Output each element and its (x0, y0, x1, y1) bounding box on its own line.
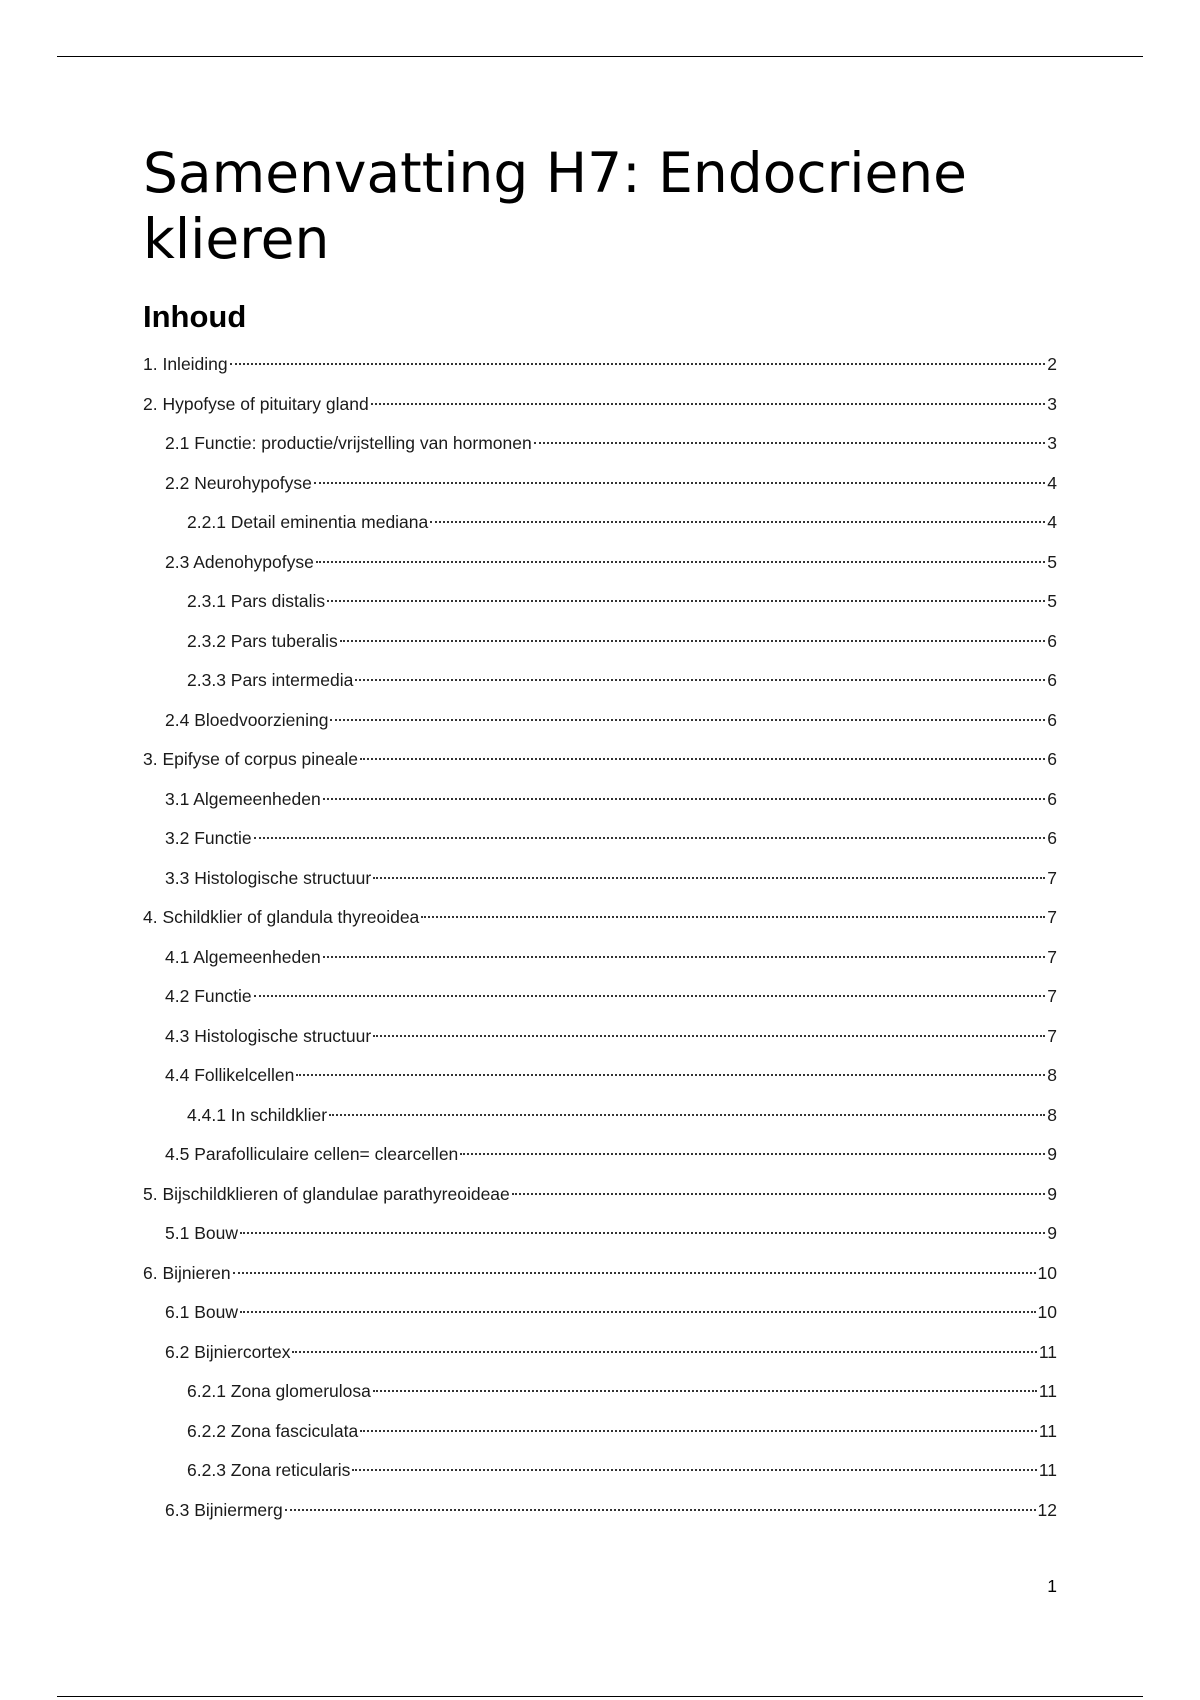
toc-dot-leader (360, 1430, 1037, 1432)
toc-dot-leader (240, 1311, 1036, 1313)
toc-entry[interactable] (143, 740, 1057, 780)
toc-entry-page-number: 5 (1047, 551, 1057, 572)
toc-entry[interactable] (143, 1491, 1057, 1531)
toc-entry-label[interactable]: 2.3.1 Pars distalis (187, 591, 326, 611)
toc-dot-leader (296, 1074, 1045, 1076)
toc-entry-label[interactable]: 2.3.2 Pars tuberalis (187, 630, 338, 651)
toc-entry-page-number: 11 (1038, 1381, 1057, 1401)
toc-entry[interactable] (143, 1412, 1057, 1452)
toc-entry-label[interactable]: 2.3.3 Pars intermedia (187, 670, 354, 690)
toc-entry[interactable] (143, 661, 1057, 701)
toc-entry-label[interactable]: 1. Inleiding (143, 354, 228, 374)
toc-entry[interactable] (143, 819, 1057, 859)
toc-entry-page-number: 11 (1038, 1460, 1057, 1480)
toc-entry-label[interactable]: 4.2 Functie (165, 986, 252, 1006)
toc-dot-leader (254, 837, 1046, 839)
toc-entry-label[interactable]: 6.2.1 Zona glomerulosa (187, 1381, 371, 1401)
toc-entry[interactable] (143, 898, 1057, 938)
toc-entry-page-number: 11 (1038, 1420, 1057, 1441)
toc-entry-label[interactable]: 2.4 Bloedvoorziening (165, 709, 329, 730)
toc-entry[interactable] (143, 1372, 1057, 1412)
toc-entry-page-number: 6 (1047, 828, 1057, 848)
toc-dot-leader (285, 1509, 1036, 1511)
toc-dot-leader (340, 640, 1045, 642)
document-title: Samenvatting H7: Endocriene klieren (143, 141, 968, 271)
toc-dot-leader (233, 1272, 1036, 1274)
toc-entry-label[interactable]: 4.1 Algemeenheden (165, 946, 321, 967)
toc-entry-label[interactable]: 5.1 Bouw (165, 1223, 238, 1243)
toc-entry[interactable] (143, 1175, 1057, 1215)
toc-entry-page-number: 9 (1047, 1144, 1057, 1164)
toc-dot-leader (314, 482, 1045, 484)
toc-entry[interactable] (143, 424, 1057, 464)
toc-dot-leader (460, 1153, 1045, 1155)
toc-dot-leader (316, 561, 1045, 563)
toc-entry-page-number: 7 (1047, 946, 1057, 967)
toc-entry-page-number: 7 (1047, 867, 1057, 888)
toc-heading: Inhoud (143, 299, 247, 334)
toc-dot-leader (240, 1232, 1045, 1234)
toc-dot-leader (360, 758, 1045, 760)
footer-rule (57, 1696, 1143, 1697)
toc-entry-label[interactable]: 4.4 Follikelcellen (165, 1065, 295, 1085)
toc-entry-label[interactable]: 6.2.3 Zona reticularis (187, 1460, 351, 1480)
toc-entry-label[interactable]: 2.3 Adenohypofyse (165, 551, 314, 572)
toc-entry-page-number: 10 (1037, 1302, 1057, 1322)
toc-entry[interactable] (143, 503, 1057, 543)
toc-dot-leader (230, 363, 1046, 365)
toc-entry-label[interactable]: 3. Epifyse of corpus pineale (143, 749, 358, 769)
toc-dot-leader (329, 1114, 1045, 1116)
header-rule (57, 56, 1143, 57)
toc-entry-label[interactable]: 4.5 Parafolliculaire cellen= clearcellen (165, 1144, 459, 1164)
toc-entry[interactable] (143, 1293, 1057, 1333)
toc-entry-page-number: 6 (1047, 630, 1057, 651)
toc-entry[interactable] (143, 622, 1057, 662)
toc-entry-page-number: 6 (1047, 788, 1057, 809)
toc-entry-page-number: 6 (1047, 749, 1057, 769)
toc-entry[interactable] (143, 938, 1057, 978)
toc-entry-label[interactable]: 4. Schildklier of glandula thyreoidea (143, 907, 420, 927)
toc-entry-label[interactable]: 6.1 Bouw (165, 1302, 238, 1322)
table-of-contents (143, 345, 1057, 1530)
toc-entry-label[interactable]: 3.1 Algemeenheden (165, 788, 321, 809)
toc-entry-page-number: 7 (1047, 1025, 1057, 1046)
toc-entry-page-number: 7 (1047, 907, 1057, 927)
toc-entry-page-number: 4 (1047, 512, 1057, 532)
toc-entry-page-number: 6 (1047, 670, 1057, 690)
toc-dot-leader (371, 403, 1046, 405)
toc-entry-page-number: 6 (1047, 709, 1057, 730)
toc-entry-label[interactable]: 6.2.2 Zona fasciculata (187, 1420, 359, 1441)
page-number: 1 (1047, 1576, 1057, 1596)
toc-entry[interactable] (143, 1254, 1057, 1294)
toc-dot-leader (421, 916, 1045, 918)
toc-entry[interactable] (143, 701, 1057, 741)
toc-entry-label[interactable]: 4.3 Histologische structuur (165, 1025, 372, 1046)
toc-entry-label[interactable]: 2. Hypofyse of pituitary gland (143, 393, 369, 414)
toc-entry-page-number: 7 (1047, 986, 1057, 1006)
toc-dot-leader (323, 956, 1046, 958)
toc-entry-label[interactable]: 6.3 Bijniermerg (165, 1499, 283, 1520)
toc-entry-page-number: 5 (1047, 591, 1057, 611)
toc-dot-leader (254, 995, 1046, 997)
toc-entry-label[interactable]: 2.1 Functie: productie/vrijstelling van hormonen (165, 433, 532, 453)
toc-entry-page-number: 3 (1047, 393, 1057, 414)
toc-entry[interactable] (143, 1214, 1057, 1254)
toc-dot-leader (534, 442, 1046, 444)
toc-entry[interactable] (143, 1096, 1057, 1136)
toc-entry[interactable] (143, 385, 1057, 425)
toc-entry-label[interactable]: 6. Bijnieren (143, 1262, 231, 1283)
toc-entry-page-number: 2 (1047, 354, 1057, 374)
toc-entry-page-number: 11 (1038, 1341, 1057, 1362)
toc-entry-page-number: 8 (1047, 1065, 1057, 1085)
toc-entry[interactable] (143, 859, 1057, 899)
toc-entry-page-number: 9 (1047, 1183, 1057, 1204)
toc-entry[interactable] (143, 345, 1057, 385)
toc-dot-leader (430, 521, 1045, 523)
toc-entry[interactable] (143, 543, 1057, 583)
toc-entry[interactable] (143, 464, 1057, 504)
toc-entry-label[interactable]: 2.2 Neurohypofyse (165, 472, 312, 493)
toc-entry-label[interactable]: 6.2 Bijniercortex (165, 1341, 291, 1362)
toc-entry-label[interactable]: 2.2.1 Detail eminentia mediana (187, 512, 429, 532)
toc-entry[interactable] (143, 1056, 1057, 1096)
toc-dot-leader (373, 1035, 1045, 1037)
toc-dot-leader (512, 1193, 1046, 1195)
toc-dot-leader (373, 877, 1045, 879)
toc-entry[interactable] (143, 1017, 1057, 1057)
toc-entry-page-number: 10 (1037, 1262, 1057, 1283)
toc-entry-page-number: 8 (1047, 1104, 1057, 1125)
toc-entry[interactable] (143, 1135, 1057, 1175)
toc-entry-page-number: 12 (1037, 1499, 1057, 1520)
toc-dot-leader (355, 679, 1045, 681)
toc-entry-label[interactable]: 3.3 Histologische structuur (165, 867, 372, 888)
toc-dot-leader (292, 1351, 1036, 1353)
toc-entry[interactable] (143, 1451, 1057, 1491)
toc-dot-leader (327, 600, 1045, 602)
toc-entry-page-number: 4 (1047, 472, 1057, 493)
toc-dot-leader (373, 1390, 1037, 1392)
toc-entry-label[interactable]: 3.2 Functie (165, 828, 252, 848)
toc-entry[interactable] (143, 582, 1057, 622)
toc-dot-leader (323, 798, 1046, 800)
toc-entry[interactable] (143, 780, 1057, 820)
toc-entry-label[interactable]: 4.4.1 In schildklier (187, 1104, 328, 1125)
toc-dot-leader (352, 1469, 1036, 1471)
toc-entry[interactable] (143, 977, 1057, 1017)
toc-entry[interactable] (143, 1333, 1057, 1373)
toc-entry-page-number: 3 (1047, 433, 1057, 453)
toc-entry-page-number: 9 (1047, 1223, 1057, 1243)
toc-dot-leader (330, 719, 1045, 721)
toc-entry-label[interactable]: 5. Bijschildklieren of glandulae parathyreoideae (143, 1183, 510, 1204)
